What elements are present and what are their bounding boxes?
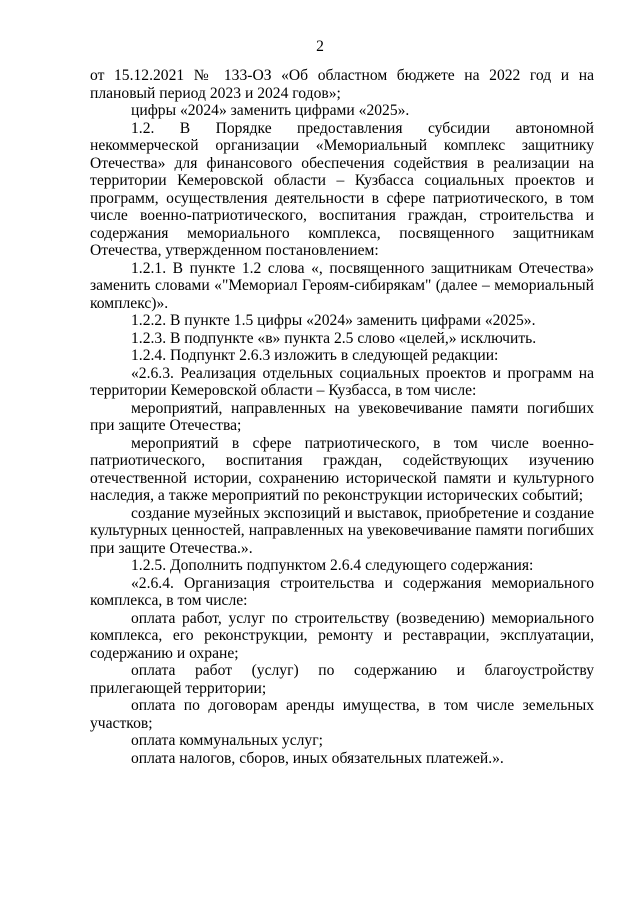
document-body [90, 67, 594, 767]
paragraph: мероприятий, направленных на увековечивание памяти погибших при защите Отечества; [90, 399, 594, 434]
paragraph: 1.2.1. В пункте 1.2 слова «, посвященного защитникам Отечества» заменить словами «"Мемориал Героям-сибирякам" (далее – мемориальный комплекс)». [90, 259, 594, 312]
paragraph: оплата по договорам аренды имущества, в том числе земельных участков; [90, 697, 594, 732]
paragraph: оплата работ, услуг по строительству (возведению) мемориального комплекса, его реконструкции, ремонту и реставрации, эксплуатации, содержанию и охране; [90, 609, 594, 662]
paragraph: создание музейных экспозиций и выставок, приобретение и создание культурных ценностей, направленных на увековечивание памяти погибших при защите Отечества.». [90, 504, 594, 557]
page-number: 2 [316, 38, 324, 55]
paragraph: оплата коммунальных услуг; [131, 732, 323, 749]
paragraph: «2.6.4. Организация строительства и содержания мемориального комплекса, в том числе: [90, 574, 594, 609]
paragraph: 1.2.3. В подпункте «в» пункта 2.5 слово «целей,» исключить. [131, 329, 537, 347]
paragraph: мероприятий в сфере патриотического, в том числе военно-патриотического, воспитания граждан, содействующих изучению отечественной истории, сохранению исторической памяти и культурного наследия, а также мероприятий по реконструкции исторических событий; [90, 434, 594, 504]
paragraph: 1.2.5. Дополнить подпунктом 2.6.4 следующего содержания: [131, 557, 534, 574]
paragraph: от 15.12.2021 № 133-ОЗ «Об областном бюджете на 2022 год и на плановый период 2023 и 2024 годов»; [90, 67, 594, 102]
paragraph: 1.2. В Порядке предоставления субсидии автономной некоммерческой организации «Мемориальный комплекс защитнику Отечества» для финансового обеспечения содействия в реализации на территории Кемеровской области – Кузбасса социальных проектов и программ, осуществления деятельности в сфере патриотического, в том числе военно-патриотического, воспитания граждан, строительства и содержания мемориального комплекса, посвященного защитникам Отечества, утвержденном постановлением: [90, 119, 594, 259]
paragraph: оплата налогов, сборов, иных обязательных платежей.». [131, 749, 504, 767]
paragraph: цифры «2024» заменить цифрами «2025». [131, 102, 410, 119]
paragraph: «2.6.3. Реализация отдельных социальных проектов и программ на территории Кемеровской области – Кузбасса, в том числе: [90, 364, 594, 399]
paragraph: 1.2.2. В пункте 1.5 цифры «2024» заменить цифрами «2025». [131, 312, 536, 329]
paragraph: оплата работ (услуг) по содержанию и благоустройству прилегающей территории; [90, 662, 594, 697]
paragraph: 1.2.4. Подпункт 2.6.3 изложить в следующей редакции: [131, 347, 499, 364]
